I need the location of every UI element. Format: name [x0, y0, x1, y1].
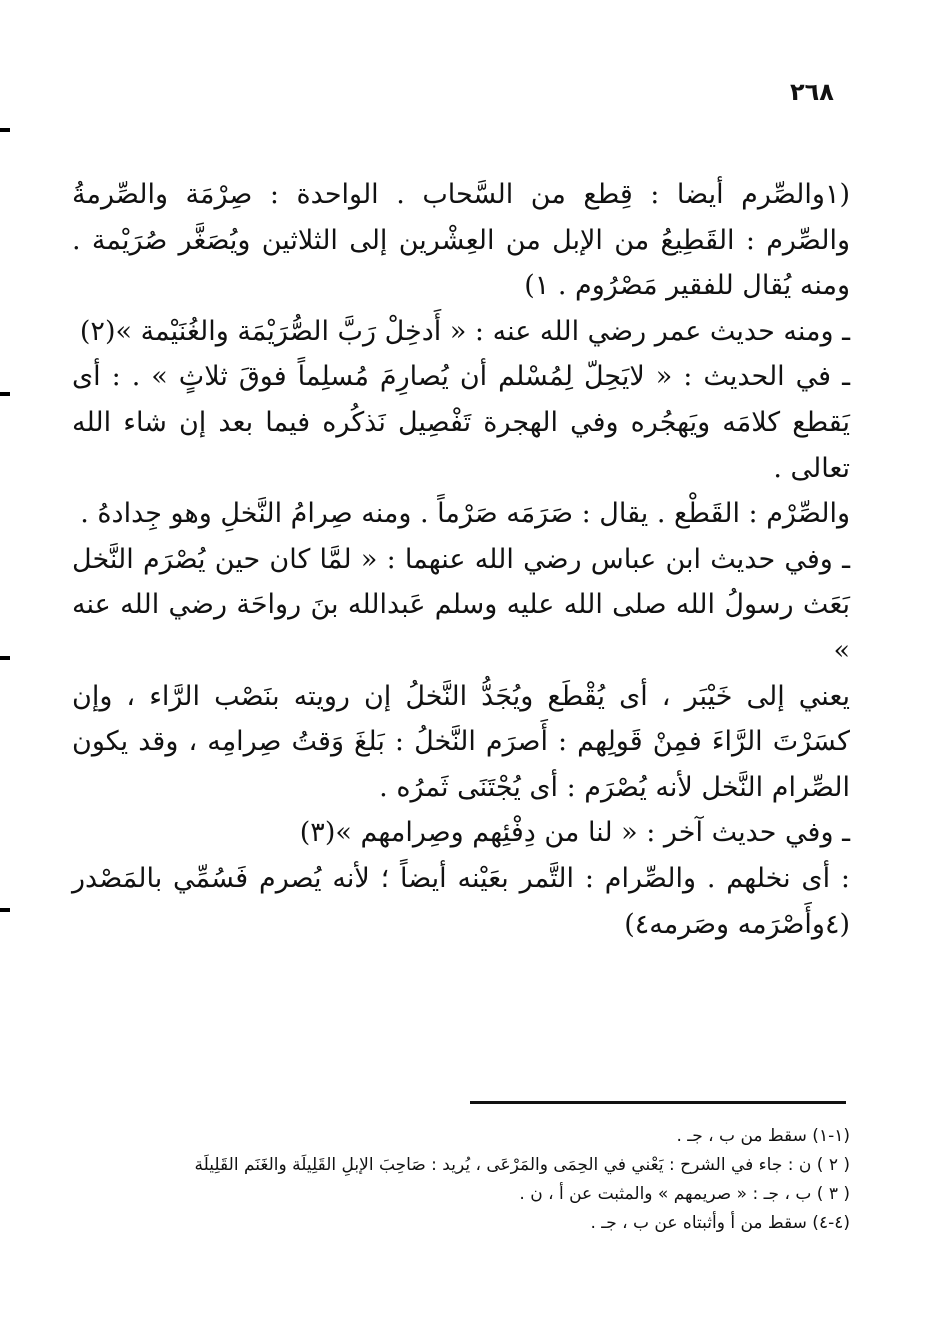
footnote: ( ٣ ) ب ، جـ : « صريمهم » والمثبت عن أ ، ن . — [519, 1184, 850, 1204]
paragraph: ـ في الحديث : « لايَحِلّ لِمُسْلم أن يُصارِمَ مُسلِماً فوقَ ثلاثٍ » . : أى يَقطع كلامَه ويَهجُره وفي الهجرة تَفْصِيل نَذكُره فيما بعد إن شاء الله تعالى . — [72, 361, 850, 484]
page-number: ٢٦٨ — [790, 78, 834, 106]
footnote: ( ٢ ) ن : جاء في الشرح : يَعْني في الحِمَى والمَرْعَى ، يُريد : صَاحِبَ الإبلِ القَلِيلَة والغَنَم القَلِيلَة — [194, 1155, 850, 1175]
paragraph: ـ ومنه حديث عمر رضي الله عنه : « أَدخِلْ رَبَّ الصُّرَيْمَة والغُنَيْمة »(٢) — [79, 315, 850, 347]
paragraph: ـ وفي حديث ابن عباس رضي الله عنهما : « لمَّا كان حين يُصْرَم النَّخل بَعَث رسولُ الله صلى الله عليه وسلم عَبدالله بنَ رواحَة رضي الله عنه » — [72, 543, 850, 666]
footnotes — [80, 1122, 850, 1238]
paragraph: (١والصِّرم أيضا : قِطع من السَّحاب . الواحدة : صِرْمَة والصِّرمةُ والصِّرم : القَطِيعُ من الإبل من العِشْرين إلى الثلاثين ويُصَغَّر صُرَيْمة . ومنه يُقال للفقير مَصْرُوم . ١) — [72, 179, 850, 302]
footnote: (١-١) سقط من ب ، جـ . — [676, 1126, 850, 1146]
footnote-divider — [470, 1101, 846, 1104]
paragraph: : أى نخلهم . والصِّرام : التَّمر بعَيْنه أيضاً ؛ لأنه يُصرم فَسُمِّي بالمَصْدر (٤وأَصْرَمه وصَرمه٤) — [72, 862, 850, 940]
paragraph: ـ وفي حديث آخر : « لنا من دِفْئِهم وصِرامهم »(٣) — [299, 817, 850, 849]
paragraph: يعني إلى خَيْبَر ، أى يُقْطَع ويُجَدُّ النَّخلُ إن رويته بنَصْب الرَّاء ، وإن كسَرْتَ الرَّاءَ فمِنْ قَولِهم : أَصرَم النَّخلُ : بَلغَ وَقتُ صِرامِه ، وقد يكون الصِّرام النَّخل لأنه يُصْرَم : أى يُجْتَنَى ثَمرُه . — [72, 680, 850, 803]
footnote: (٤-٤) سقط من أ وأثبتاه عن ب ، جـ . — [590, 1213, 850, 1233]
margin-mark — [0, 392, 10, 396]
margin-mark — [0, 656, 10, 660]
main-text — [72, 172, 850, 947]
margin-mark — [0, 128, 10, 132]
margin-mark — [0, 908, 10, 912]
paragraph: والصِّرْم : القَطْع . يقال : صَرَمَه صَرْماً . ومنه صِرامُ النَّخلِ وهو جِدادهُ . — [80, 498, 850, 530]
